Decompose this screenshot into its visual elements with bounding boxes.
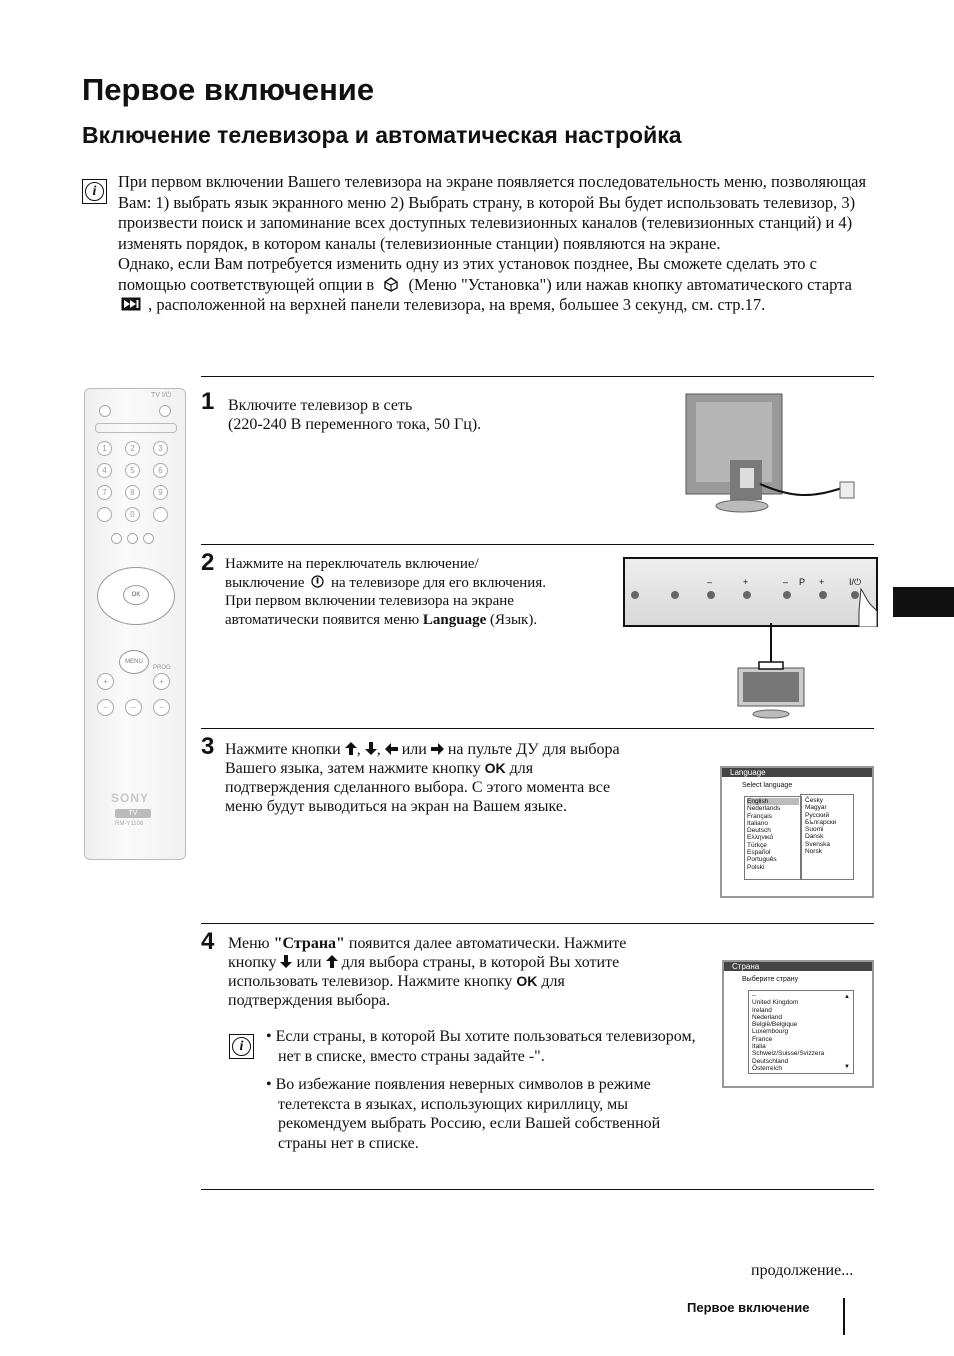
note-bullet-2: • Во избежание появления неверных символов в режиме телетекста в языках, использующих кириллицу, мы рекомендуем выбрать Россию, если Вашей собственной страны нет в списке. [266, 1076, 661, 1152]
step-2-line-1: Нажмите на переключатель включение/ [225, 556, 479, 572]
step-1-number: 1 [201, 388, 215, 415]
step-2-line-4 [225, 611, 605, 630]
country-menu-prompt: Выберите страну [742, 976, 799, 983]
step-4-or: или [296, 954, 322, 971]
menu-list-item[interactable]: Nederland [752, 1013, 782, 1021]
remote-num-9: 9 [153, 485, 168, 500]
country-menu-title: Страна [724, 962, 872, 971]
panel-label-power: I/⏻ [849, 577, 862, 587]
country-list [748, 990, 854, 1074]
menu-list-item[interactable]: Norsk [805, 848, 822, 856]
menu-list-item[interactable]: Schweiz/Suisse/Svizzera [752, 1050, 825, 1058]
step-3-line-3: подтверждения сделанного выбора. С этого момента все [225, 779, 611, 796]
footer-divider [843, 1298, 845, 1335]
menu-list-item[interactable]: Luxembourg [752, 1028, 789, 1036]
step-divider-1 [201, 376, 874, 377]
panel-label-prog-minus: – [783, 577, 789, 587]
intro-p2-end: , расположенной на верхней панели телевизора, на время, большее 3 секунд, см. стр.17. [148, 295, 766, 314]
step-2-line-4b: (Язык). [490, 611, 538, 628]
page-title: Первое включение [82, 72, 375, 107]
arrow-down-icon [280, 955, 292, 968]
step-4-line-2a: кнопку [228, 954, 277, 971]
remote-num-7: 7 [97, 485, 112, 500]
arrow-right-icon [431, 743, 444, 755]
step-4-notes [266, 1027, 696, 1162]
menu-list-item[interactable]: Ελληνικά [747, 834, 774, 842]
info-icon: i [82, 179, 107, 204]
intro-p2-start: Однако, если Вам потребуется изменить одну из этих установок позднее, Вы сможете сделать это с помощью соответствующей опции в [118, 254, 817, 294]
step-2-line-4a: автоматически появится меню [225, 611, 420, 628]
menu-list-item[interactable]: Français [747, 812, 772, 820]
step-1-text [228, 396, 648, 434]
step-2-text [225, 555, 605, 629]
remote-small-buttons [111, 533, 159, 543]
menu-list-item[interactable]: Svenska [805, 840, 830, 848]
remote-num-3: 3 [153, 441, 168, 456]
step-3-or: или [401, 741, 427, 758]
step-3-line-2 [225, 759, 695, 778]
menu-list-item[interactable]: Österreich [752, 1064, 782, 1072]
remote-num-2: 2 [125, 441, 140, 456]
step-4-number: 4 [201, 928, 215, 955]
remote-extra-button: − [125, 699, 142, 716]
menu-list-item[interactable]: Português [747, 856, 777, 864]
step-4-line-3a: использовать телевизор. Нажмите кнопку [228, 973, 513, 990]
remote-menu-button: MENU [119, 650, 149, 674]
language-menu-prompt: Select language [742, 782, 793, 789]
arrow-down-icon [365, 742, 377, 755]
menu-list-item[interactable]: France [752, 1035, 773, 1043]
menu-list-item[interactable]: België/Belgique [752, 1021, 798, 1029]
remote-num-5: 5 [125, 463, 140, 478]
remote-power-button [159, 405, 171, 417]
menu-list-item[interactable]: Italiano [747, 819, 768, 827]
intro-text [118, 172, 878, 316]
remote-return-button [153, 507, 168, 522]
step-divider-end [201, 1189, 874, 1190]
panel-connector-line [770, 623, 772, 663]
intro-p2-middle: (Меню "Установка") или нажав кнопку автоматического старта [408, 274, 852, 294]
step-4-line-1 [228, 934, 698, 953]
finger-press-icon [857, 587, 879, 627]
menu-list-item[interactable]: Polski [747, 863, 765, 871]
step-divider-4 [201, 923, 874, 924]
remote-brand-logo: SONY [111, 791, 150, 805]
step-3-line-1b: на пульте ДУ для выбора [447, 741, 620, 758]
step-4-line-1a: Меню [228, 935, 270, 952]
panel-label-prog-plus: + [819, 577, 825, 587]
menu-list-item[interactable]: Deutschland [752, 1057, 789, 1065]
intro-paragraph-1: При первом включении Вашего телевизора на экране появляется последовательность меню, позволяющая Вам: 1) выбрать язык экранного меню 2) Выбрать страну, в которой Вы будет использовать телевизор, 3) произвести поиск и запоминание всех доступных телевизионных каналов (телевизионных станций) и 4) изменять порядок, в котором каналы (телевизионные станции) появляются на экране. [118, 172, 867, 253]
step-1-line-2: (220-240 В переменного тока, 50 Гц). [228, 416, 482, 433]
remote-mute-button [99, 405, 111, 417]
step-4-line-3 [228, 972, 698, 991]
auto-start-icon [121, 297, 141, 311]
remote-input-button [97, 507, 112, 522]
menu-list-item[interactable]: Ireland [752, 1006, 772, 1014]
remote-num-1: 1 [97, 441, 112, 456]
menu-list-item[interactable]: English [747, 798, 799, 805]
ok-button-label: OK [516, 973, 538, 989]
menu-list-item[interactable]: Deutsch [747, 827, 771, 835]
remote-num-8: 8 [125, 485, 140, 500]
continued-text: продолжение... [751, 1262, 854, 1279]
menu-list-item[interactable]: Magyar [805, 804, 827, 812]
remote-num-0: 0 [125, 507, 140, 522]
remote-tv-label: TV [115, 809, 151, 818]
remote-prog-label: PROG [153, 665, 171, 671]
language-menu-screen [720, 766, 874, 898]
panel-label-prog: P [799, 577, 806, 587]
tv-back-illustration [682, 388, 862, 518]
step-2-line-3: При первом включении телевизора на экране [225, 593, 514, 609]
setup-menu-icon [382, 276, 400, 292]
arrow-up-icon [326, 955, 338, 968]
panel-label-vol-minus: – [707, 577, 713, 587]
remote-model-label: RM-Y1108 [115, 821, 144, 827]
step-4-line-2 [228, 953, 698, 972]
step-3-number: 3 [201, 733, 215, 760]
step-divider-2 [201, 544, 874, 545]
step-2-line-2b: на телевизоре для его включения. [330, 574, 546, 591]
remote-num-6: 6 [153, 463, 168, 478]
step-3-line-1: Нажмите кнопки , , или на пульте ДУ для выбора [225, 741, 620, 758]
menu-list-item[interactable]: Česky [805, 797, 824, 804]
scroll-down-icon: ▼ [844, 1064, 850, 1070]
ok-button-label: OK [484, 760, 506, 776]
menu-list-item[interactable]: Dansk [805, 833, 824, 841]
language-menu-name: Language [422, 611, 487, 628]
menu-list-item[interactable]: – [752, 992, 756, 999]
step-3-line-2a: Вашего языка, затем нажмите кнопку [225, 760, 481, 777]
note-bullet-1: • Если страны, в которой Вы хотите пользоваться телевизором, нет в списке, вместо страны задайте -". [266, 1028, 696, 1065]
tv-top-panel-illustration [623, 557, 878, 627]
step-1-line-1: Включите телевизор в сеть [228, 397, 413, 414]
step-3-line-2b: для [509, 760, 534, 777]
step-4-line-2b: для выбора страны, в которой Вы хотите [341, 954, 620, 971]
step-4-text [228, 934, 698, 1010]
language-menu-title: Language [722, 768, 872, 777]
language-list-right [800, 794, 854, 880]
remote-tv-power-label: TV I/⏻ [151, 392, 172, 399]
step-divider-3 [201, 728, 874, 729]
step-2-line-2a: выключение [225, 574, 305, 591]
step-3-text [225, 740, 695, 816]
tv-front-illustration [734, 660, 808, 720]
scroll-up-icon: ▲ [844, 994, 850, 1000]
remote-vol-plus: + [97, 673, 114, 690]
remote-ok-button: OK [123, 585, 149, 605]
menu-list-item[interactable]: Suomi [805, 826, 824, 834]
step-4-line-4: подтверждения выбора. [228, 992, 391, 1009]
step-4-line-3b: для [541, 973, 565, 990]
page-subtitle: Включение телевизора и автоматическая настройка [82, 122, 682, 148]
menu-list-item[interactable]: Български [805, 818, 837, 826]
footer-section-title: Первое включение [687, 1300, 810, 1315]
menu-list-item[interactable]: Русский [805, 811, 830, 819]
menu-list-item[interactable]: Türkçe [747, 841, 767, 849]
remote-prog-minus: − [153, 699, 170, 716]
panel-label-vol-plus: + [743, 577, 749, 587]
step-3-line-1a: Нажмите кнопки [225, 741, 341, 758]
arrow-left-icon [385, 743, 398, 755]
country-menu-screen [722, 960, 874, 1088]
intro-paragraph-2 [118, 254, 878, 316]
menu-list-item[interactable]: Italia [752, 1043, 766, 1051]
country-menu-name: "Страна" [273, 935, 345, 952]
remote-color-buttons [95, 423, 177, 433]
step-2-number: 2 [201, 549, 215, 576]
remote-vol-minus: − [97, 699, 114, 716]
remote-num-4: 4 [97, 463, 112, 478]
step-3-line-4: меню будут выводиться на экран на Вашем языке. [225, 798, 567, 815]
section-tab-marker [893, 587, 954, 617]
step-2-line-2 [225, 574, 605, 593]
power-icon [311, 575, 324, 588]
arrow-up-icon [345, 742, 357, 755]
menu-list-item[interactable]: Español [747, 849, 771, 857]
menu-list-item[interactable]: United Kingdom [752, 999, 799, 1007]
remote-control-illustration [84, 388, 186, 860]
remote-prog-plus: + [153, 673, 170, 690]
step-4-line-1b: появится далее автоматически. Нажмите [348, 935, 627, 952]
menu-list-item[interactable]: Nederlands [747, 805, 781, 813]
language-list-left [744, 796, 802, 880]
info-icon: i [229, 1034, 254, 1059]
